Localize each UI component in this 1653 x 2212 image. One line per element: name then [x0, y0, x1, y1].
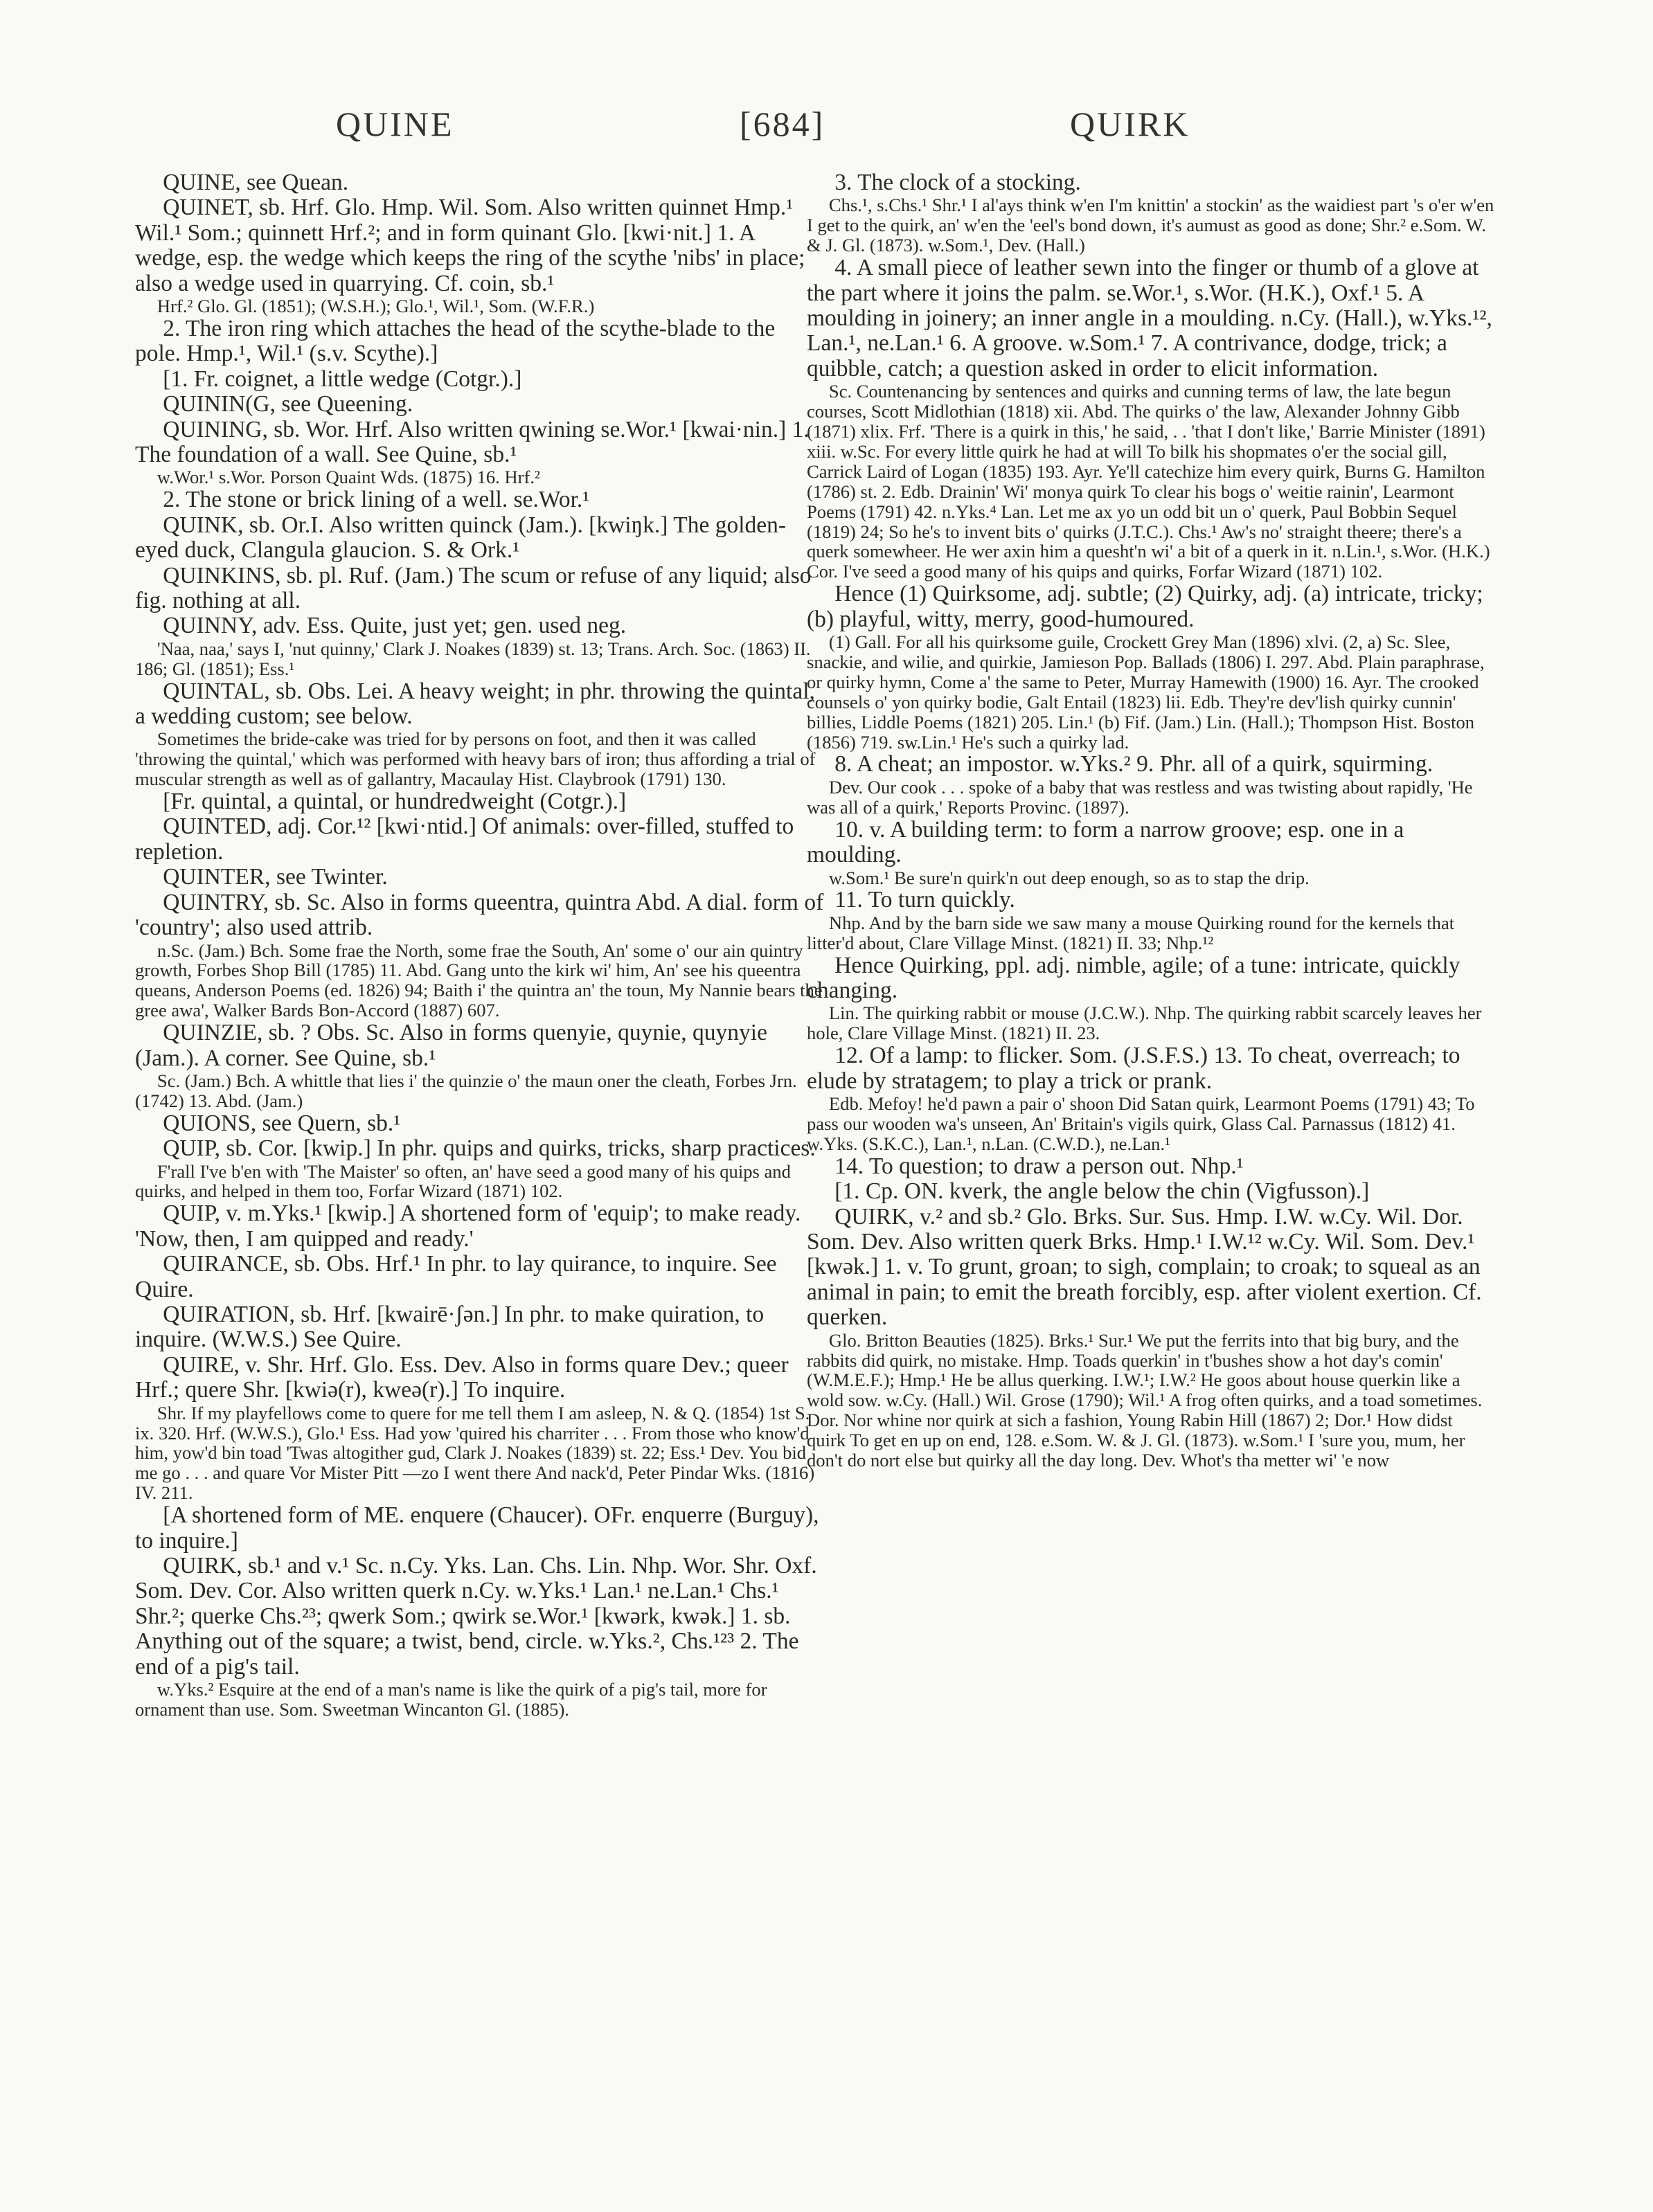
citation-text: F'rall I've b'en with 'The Maister' so often, an' have seed a good many of his quips and quirks, and helped in them too, Forfar Wizard (1871) 102. — [135, 1160, 791, 1202]
dictionary-entry: QUIONS, see Quern, sb.¹ — [163, 1110, 401, 1136]
citation-text: Sc. Countenancing by sentences and quirks and cunning terms of law, the late begun courses, Scott Midlothian (1818) xii. Abd. The quirks o' the law, Alexander Johnny Gibb (1871) xlix. Frf. 'There is a quirk in this,' he said, . . 'that I don't like,' Barrie Minister (1891) xiii. w.Sc. For every little quirk he had at will To bilk his shopmates o'er the social gill, Carrick Laird of Logan (1835) 193. Ayr. Ye'll catechize him every quirk, Burns G. Hamilton (1786) st. 2. Edb. Drainin' Wi' monya quirk To clear his bogs o' weitie rainin', Learmont Poems (1791) 42. n.Yks.⁴ Lan. Let me ax yo un odd bit un o' querk, Paul Bobbin Sequel (1819) 24; So he's to invent bits o' quirks (J.T.C.). Chs.¹ Aw's no' straight theere; there's a querk somewheer. He wer axin him a quesht'n wi' a bit of a querk in it. n.Lin.¹, s.Wor. (H.K.) Cor. I've seed a good many of his quips and quirks, Forfar Wizard (1871) 102. — [807, 381, 1490, 582]
dictionary-entry: QUINTRY, sb. Sc. Also in forms queentra, quintra Abd. A dial. form of 'country'; also used attrib. — [135, 889, 824, 941]
dictionary-entry: 2. The stone or brick lining of a well. se.Wor.¹ — [163, 487, 590, 513]
dictionary-entry: QUINK, sb. Or.I. Also written quinck (Jam.). [kwiŋk.] The golden-eyed duck, Clangula glaucion. S. & Ork.¹ — [135, 512, 787, 564]
dictionary-entry: QUINE, see Quean. — [163, 170, 349, 195]
citation-text: Edb. Mefoy! he'd pawn a pair o' shoon Did Satan quirk, Learmont Poems (1791) 43; To pass our wooden wa's unseen, An' Britain's vigils quirk, Glass Cal. Parnassus (1812) 41. w.Yks. (S.K.C.), Lan.¹, n.Lan. (C.W.D.), ne.Lan.¹ — [807, 1093, 1475, 1154]
dictionary-entry: [Fr. quintal, a quintal, or hundredweight (Cotgr.).] — [163, 789, 627, 815]
citation-text: w.Wor.¹ s.Wor. Porson Quaint Wds. (1875) 16. Hrf.² — [157, 467, 541, 488]
dictionary-entry: QUINING, sb. Wor. Hrf. Also written qwining se.Wor.¹ [kwai·nin.] 1. The foundation of a wall. See Quine, sb.¹ — [135, 416, 810, 467]
dictionary-entry: QUINTER, see Twinter. — [163, 864, 388, 890]
citation-text: Sometimes the bride-cake was tried for by persons on foot, and then it was called 'throwing the quintal,' which was performed with heavy bars of iron; thus affording a trial of muscular strength as well as of gallantry, Macaulay Hist. Claybrook (1791) 130. — [135, 728, 816, 790]
citation-text: (1) Gall. For all his quirksome guile, Crockett Grey Man (1896) xlvi. (2, a) Sc. Slee, snackie, and wilie, and quirkie, Jamieson Pop. Ballads (1806) I. 297. Abd. Plain paraphrase, or quirky hymn, Come a' the same to Peter, Murray Hamewith (1900) 16. Ayr. The crooked counsels o' yon quirky bodie, Galt Entail (1823) lii. Edb. They're dev'lish quirky cunnin' billies, Liddle Poems (1821) 205. Lin.¹ (b) Fif. (Jam.) Lin. (Hall.); Thompson Hist. Boston (1856) 719. sw.Lin.¹ He's such a quirky lad. — [807, 631, 1485, 753]
dictionary-entry: 10. v. A building term: to form a narrow groove; esp. one in a moulding. — [807, 816, 1404, 868]
dictionary-entry: QUINZIE, sb. ? Obs. Sc. Also in forms quenyie, quynie, quynyie (Jam.). A corner. See Quine, sb.¹ — [135, 1020, 767, 1071]
citation-text: Chs.¹, s.Chs.¹ Shr.¹ I al'ays think w'en I'm knittin' a stockin' as the waidiest part 's o'er w'en I get to the quirk, an' w'en the 'eel's bond down, it's aumust as good as done; Shr.² e.Som. W. & J. Gl. (1873). w.Som.¹, Dev. (Hall.) — [807, 195, 1494, 256]
dictionary-entry: 11. To turn quickly. — [834, 887, 1015, 913]
citation-text: n.Sc. (Jam.) Bch. Some frae the North, some frae the South, An' some o' our ain quintry growth, Forbes Shop Bill (1785) 11. Abd. Gang unto the kirk wi' him, An' see his queentra queans, Anderson Poems (ed. 1826) 94; Baith i' the quintra an' the toun, My Nannie bears the gree awa', Walker Bards Bon-Accord (1887) 607. — [135, 939, 823, 1021]
citation-text: 'Naa, naa,' says I, 'nut quinny,' Clark J. Noakes (1839) st. 13; Trans. Arch. Soc. (1863) II. 186; Gl. (1851); Ess.¹ — [135, 638, 811, 679]
dictionary-entry: Hence Quirking, ppl. adj. nimble, agile; of a tune: intricate, quickly changing. — [807, 952, 1460, 1004]
dictionary-entry: QUIRK, v.² and sb.² Glo. Brks. Sur. Sus. Hmp. I.W. w.Cy. Wil. Dor. Som. Dev. Also written querk Brks. Hmp.¹ I.W.¹² w.Cy. Wil. Som. Dev.¹ [kwək.] 1. v. To grunt, groan; to sigh, complain; to croak; to squeal as an animal in pain; to emit the breath forcibly, esp. after violent exertion. Cf. querken. — [807, 1203, 1482, 1331]
page-number: [684] — [740, 105, 825, 143]
dictionary-entry: QUINET, sb. Hrf. Glo. Hmp. Wil. Som. Also written quinnet Hmp.¹ Wil.¹ Som.; quinnett Hrf.²; and in form quinant Glo. [kwi·nit.] 1. A wedge, esp. the wedge which keeps the ring of the scythe 'nibs' in place; also a wedge used in quarrying. Cf. coin, sb.¹ — [135, 195, 805, 296]
citation-text: Sc. (Jam.) Bch. A whittle that lies i' the quinzie o' the maun oner the cleath, Forbes Jrn. (1742) 13. Abd. (Jam.) — [135, 1070, 797, 1111]
dictionary-entry: QUINTED, adj. Cor.¹² [kwi·ntid.] Of animals: over-filled, stuffed to repletion. — [135, 813, 794, 865]
dictionary-entry: 3. The clock of a stocking. — [834, 170, 1081, 195]
citation-text: w.Som.¹ Be sure'n quirk'n out deep enough, so as to stap the drip. — [828, 867, 1310, 888]
dictionary-entry: QUIRK, sb.¹ and v.¹ Sc. n.Cy. Yks. Lan. Chs. Lin. Nhp. Wor. Shr. Oxf. Som. Dev. Cor. Also written querk n.Cy. w.Yks.¹ Lan.¹ ne.Lan.¹ Chs.¹ Shr.²; querke Chs.²³; qwerk Som.; qwirk se.Wor.¹ [kwərk, kwək.] 1. sb. Anything out of the square; a twist, bend, circle. w.Yks.², Chs.¹²³ 2. The end of a pig's tail. — [135, 1552, 817, 1680]
citation-text: Lin. The quirking rabbit or mouse (J.C.W.). Nhp. The quirking rabbit scarcely leaves her hole, Clare Village Minst. (1821) II. 23. — [807, 1002, 1482, 1044]
header-left-word: QUINE — [336, 105, 454, 143]
dictionary-entry: QUIP, v. m.Yks.¹ [kwip.] A shortened form of 'equip'; to make ready. 'Now, then, I am quipped and ready.' — [135, 1201, 801, 1252]
right-column — [807, 170, 1496, 1471]
dictionary-entry: QUININ(G, see Queening. — [163, 391, 413, 417]
left-column — [135, 170, 824, 1720]
dictionary-entry: QUIP, sb. Cor. [kwip.] In phr. quips and quirks, tricks, sharp practices. — [163, 1135, 816, 1162]
citation-text: Glo. Britton Beauties (1825). Brks.¹ Sur.¹ We put the ferrits into that big bury, and the rabbits did quirk, no mistake. Hmp. Toads querkin' in t'bushes show a hot day's comin' (W.M.E.F.); Hmp.¹ He be allus querking. I.W.¹; I.W.² He goos about house querkin like a wold sow. w.Cy. (Hall.) Wil. Grose (1790); Wil.¹ A frog often quirks, and a toad sometimes. Dor. Nor whine nor quirk at sich a fashion, Young Rabin Hill (1867) 2; Dor.¹ How didst quirk To get en up on end, 128. e.Som. W. & J. Gl. (1873). w.Som.¹ I 'sure you, mum, her don't do nort else but quirky all the day long. Dev. Whot's tha metter wi' 'e now — [807, 1329, 1483, 1471]
header-right-word: QUIRK — [1070, 105, 1190, 143]
dictionary-entry: QUINKINS, sb. pl. Ruf. (Jam.) The scum or refuse of any liquid; also fig. nothing at all. — [135, 562, 812, 613]
dictionary-entry: Hence (1) Quirksome, adj. subtle; (2) Quirky, adj. (a) intricate, tricky; (b) playful, witty, merry, good-humoured. — [807, 581, 1483, 632]
dictionary-entry: QUINTAL, sb. Obs. Lei. A heavy weight; in phr. throwing the quintal, a wedding custom; see below. — [135, 678, 815, 729]
dictionary-entry: 8. A cheat; an impostor. w.Yks.² 9. Phr. all of a quirk, squirming. — [834, 751, 1433, 777]
dictionary-entry: 14. To question; to draw a person out. Nhp.¹ — [834, 1153, 1244, 1179]
citation-text: Nhp. And by the barn side we saw many a mouse Quirking round for the kernels that litter'd about, Clare Village Minst. (1821) II. 33; Nhp.¹² — [807, 912, 1455, 953]
dictionary-entry: [1. Cp. ON. kverk, the angle below the chin (Vigfusson).] — [834, 1178, 1370, 1205]
dictionary-entry: QUINNY, adv. Ess. Quite, just yet; gen. used neg. — [163, 613, 627, 639]
dictionary-entry: QUIRE, v. Shr. Hrf. Glo. Ess. Dev. Also in forms quare Dev.; queer Hrf.; quere Shr. [kwiə(r), kweə(r).] To inquire. — [135, 1351, 789, 1403]
citation-text: w.Yks.² Esquire at the end of a man's name is like the quirk of a pig's tail, more for ornament than use. Som. Sweetman Wincanton Gl. (1885). — [135, 1679, 767, 1720]
dictionary-entry: 4. A small piece of leather sewn into the finger or thumb of a glove at the part where it joins the palm. se.Wor.¹, s.Wor. (H.K.), Oxf.¹ 5. A moulding in joinery; an inner angle in a moulding. n.Cy. (Hall.), w.Yks.¹², Lan.¹, ne.Lan.¹ 6. A groove. w.Som.¹ 7. A contrivance, dodge, trick; a quibble, catch; a question asked in order to elicit information. — [807, 255, 1492, 381]
dictionary-entry: [1. Fr. coignet, a little wedge (Cotgr.).] — [163, 366, 522, 392]
dictionary-entry: [A shortened form of ME. enquere (Chaucer). OFr. enquerre (Burguy), to inquire.] — [135, 1502, 819, 1554]
citation-text: Shr. If my playfellows come to quere for me tell them I am asleep, N. & Q. (1854) 1st S. ix. 320. Hrf. (W.W.S.), Glo.¹ Ess. Had yow 'quired his charriter . . . From those who know'd him, yow'd bin toad 'Twas altogither gud, Clark J. Noakes (1839) st. 22; Ess.¹ Dev. You bid me go . . . and quare Vor Mister Pitt —zo I went there And nack'd, Peter Pindar Wks. (1816) IV. 211. — [135, 1402, 815, 1504]
dictionary-entry: QUIRATION, sb. Hrf. [kwairē·ʃən.] In phr. to make quiration, to inquire. (W.W.S.) See Quire. — [135, 1302, 765, 1353]
dictionary-entry: QUIRANCE, sb. Obs. Hrf.¹ In phr. to lay quirance, to inquire. See Quire. — [135, 1251, 777, 1302]
citation-text: Dev. Our cook . . . spoke of a baby that was restless and was twisting about rapidly, 'He was all of a quirk,' Reports Provinc. (1897). — [807, 776, 1473, 818]
citation-text: Hrf.² Glo. Gl. (1851); (W.S.H.); Glo.¹, Wil.¹, Som. (W.F.R.) — [157, 296, 595, 317]
dictionary-entry: 12. Of a lamp: to flicker. Som. (J.S.F.S.) 13. To cheat, overreach; to elude by stratagem; to play a trick or prank. — [807, 1043, 1460, 1094]
dictionary-entry: 2. The iron ring which attaches the head of the scythe-blade to the pole. Hmp.¹, Wil.¹ (s.v. Scythe).] — [135, 315, 776, 367]
